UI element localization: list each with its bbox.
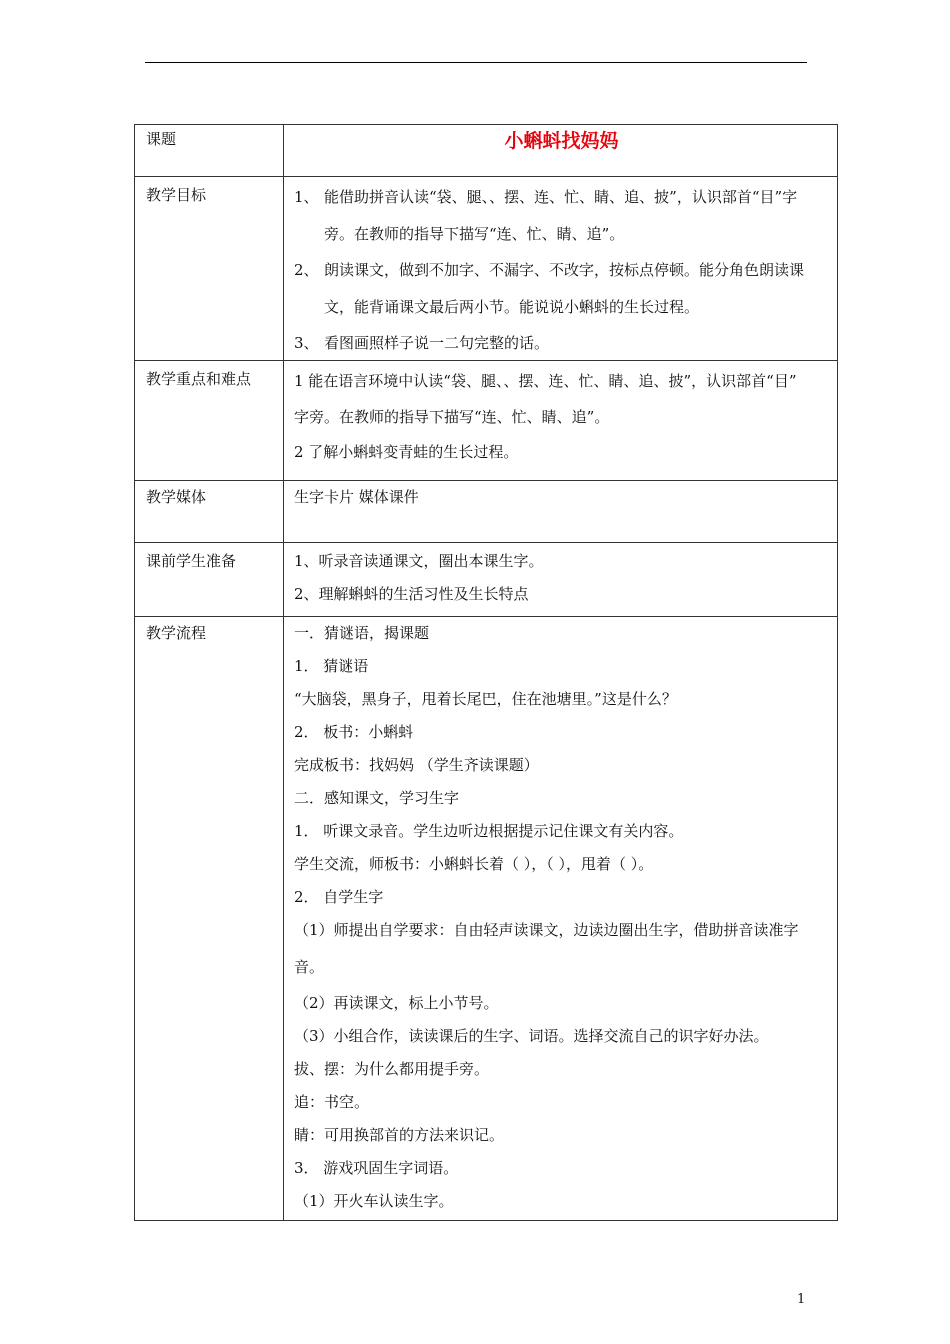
process-line: 睛：可用换部首的方法来识记。	[294, 1126, 505, 1144]
row-prep	[135, 543, 838, 617]
process-line: 一．猜谜语，揭课题	[294, 624, 430, 642]
goals-cell	[284, 177, 838, 361]
process-line: （1）师提出自学要求：自由轻声读课文，边读边圈出生字，借助拼音读准字	[294, 921, 799, 939]
keypoint-line: 1 能在语言环境中认读“袋、腿、、摆、连、忙、睛、追、披”，认识部首“目”	[294, 372, 797, 390]
label-title: 课题	[135, 125, 284, 177]
process-line: 追：书空。	[294, 1093, 370, 1111]
label-prep: 课前学生准备	[135, 543, 284, 617]
lesson-title: 小蝌蚪找妈妈	[504, 130, 619, 152]
process-line: （1）开火车认读生字。	[294, 1192, 454, 1210]
prep-line: 2、理解蝌蚪的生活习性及生长特点	[294, 585, 529, 603]
goal-item: 2、 朗读课文，做到不加字、不漏字、不改字，按标点停顿。能分角色朗读课 文，能背诵课文最后两小节。能说说小蝌蚪的生长过程。	[294, 261, 805, 316]
lesson-plan-table	[134, 124, 838, 1221]
label-goals: 教学目标	[135, 177, 284, 361]
process-line: （2）再读课文，标上小节号。	[294, 994, 499, 1012]
process-line: （3）小组合作，读读课后的生字、词语。选择交流自己的识字好办法。	[294, 1027, 769, 1045]
label-keypoints: 教学重点和难点	[135, 361, 284, 481]
process-line: 学生交流，师板书：小蝌蚪长着（ ），（ ），甩着（ ）。	[294, 855, 654, 873]
keypoints-cell	[284, 361, 838, 481]
process-line: 2． 自学生字	[294, 888, 384, 906]
keypoint-line: 字旁。在教师的指导下描写“连、忙、睛、追”。	[294, 408, 610, 426]
process-line: “大脑袋，黑身子，甩着长尾巴，住在池塘里。”这是什么？	[294, 690, 677, 708]
row-title	[135, 125, 838, 177]
label-media: 教学媒体	[135, 481, 284, 543]
keypoint-line: 2 了解小蝌蚪变青蛙的生长过程。	[294, 443, 519, 461]
row-process	[135, 617, 838, 1221]
label-process: 教学流程	[135, 617, 284, 1221]
process-line: 2． 板书：小蝌蚪	[294, 723, 414, 741]
process-cell	[284, 617, 838, 1221]
process-line: 3． 游戏巩固生字词语。	[294, 1159, 459, 1177]
row-goals	[135, 177, 838, 361]
row-keypoints	[135, 361, 838, 481]
goal-item: 1、 能借助拼音认读“袋、腿、、摆、连、忙、睛、追、披”，认识部首“目”字 旁。在教师的指导下描写“连、忙、睛、追”。	[294, 188, 798, 243]
process-line: 二．感知课文，学习生字	[294, 789, 460, 807]
prep-cell	[284, 543, 838, 617]
page-number: 1	[797, 1292, 806, 1307]
process-line: 1． 听课文录音。学生边听边根据提示记住课文有关内容。	[294, 822, 684, 840]
header-rule	[145, 62, 807, 63]
process-line: 1． 猜谜语	[294, 657, 369, 675]
media-value: 生字卡片 媒体课件	[294, 488, 419, 506]
prep-line: 1、听录音读通课文，圈出本课生字。	[294, 552, 544, 570]
process-line: 拔、摆：为什么都用提手旁。	[294, 1060, 490, 1078]
lesson-title-cell	[284, 125, 838, 177]
process-line: 音。	[294, 958, 325, 976]
goal-item: 3、 看图画照样子说一二句完整的话。	[294, 334, 550, 352]
process-line: 完成板书：找妈妈 （学生齐读课题）	[294, 756, 539, 774]
row-media	[135, 481, 838, 543]
media-cell	[284, 481, 838, 543]
